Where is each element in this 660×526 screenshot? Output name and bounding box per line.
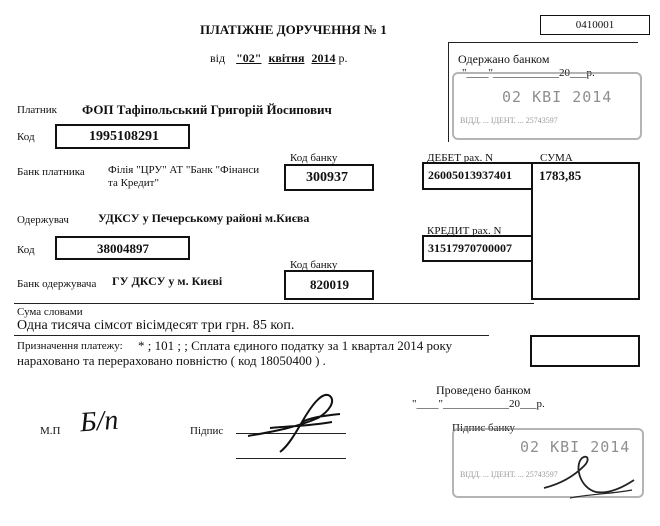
credit-label: КРЕДИТ рах. N — [427, 225, 502, 237]
mp-handwritten: Б/п — [78, 404, 120, 439]
date-prefix: від — [210, 51, 226, 65]
processed-label: Проведено банком — [436, 383, 531, 397]
processed-date: "____"____________20___р. — [412, 398, 545, 410]
stamp-text: ВІДД. ... ІДЕНТ. ... 25743597 — [460, 116, 558, 125]
recipient-label: Одержувач — [17, 214, 69, 226]
sum-label: СУМА — [540, 152, 573, 164]
bank-received-date: "____"____________20___р. — [462, 67, 595, 79]
sum-value: 1783,85 — [539, 168, 582, 183]
debit-account-box — [422, 162, 533, 190]
recipient-name: УДКСУ у Печерському районі м.Києва — [98, 211, 310, 225]
mp-label: М.П — [40, 425, 61, 437]
debit-label: ДЕБЕТ рах. N — [427, 152, 494, 164]
stamp-text: ВІДД. ... ІДЕНТ. ... 25743597 — [460, 470, 558, 479]
credit-account: 31517970700007 — [428, 241, 512, 255]
payer-bank-code-box — [284, 164, 374, 191]
stamp-date: 02 КВІ 2014 — [502, 88, 613, 106]
payer-code-label: Код — [17, 131, 35, 143]
payer-code: 1995108291 — [89, 129, 159, 144]
payer-bank-code-label: Код банку — [290, 152, 338, 164]
payer-bank-name-1: Філія "ЦРУ" АТ "Банк "Фінанси — [108, 164, 260, 176]
date-month: квітня — [268, 51, 305, 65]
date-day: "02" — [236, 51, 262, 65]
recipient-bank-code-label: Код банку — [290, 259, 338, 271]
sum-box — [531, 162, 640, 300]
signature-label: Підпис — [190, 425, 224, 437]
form-code-box — [540, 15, 650, 35]
document-date — [210, 51, 347, 66]
payer-bank-label: Банк платника — [17, 166, 85, 178]
bank-received-label: Одержано банком — [458, 52, 550, 66]
recipient-code: 38004897 — [97, 241, 149, 256]
purpose-label: Призначення платежу: — [17, 340, 123, 352]
recipient-bank-code: 820019 — [310, 277, 349, 292]
payer-code-box — [55, 124, 190, 149]
signature-icon — [240, 388, 350, 460]
empty-box-right — [530, 335, 640, 367]
recipient-code-box — [55, 236, 190, 260]
purpose-line-1: * ; 101 ; ; Сплата єдиного податку за 1 квартал 2014 року — [138, 338, 453, 353]
stamp-date: 02 КВІ 2014 — [520, 438, 631, 456]
recipient-bank-code-box — [284, 270, 374, 300]
bank-signature-icon — [540, 448, 640, 508]
credit-account-box — [422, 235, 533, 262]
payer-label: Платник — [17, 104, 57, 116]
debit-account: 26005013937401 — [428, 168, 512, 182]
purpose-line-2: нараховано та перераховано повністю ( код 18050400 ) . — [17, 353, 326, 368]
bank-signature-label: Підпис банку — [452, 422, 516, 434]
amount-words-label: Сума словами — [17, 306, 83, 318]
recipient-bank-name: ГУ ДКСУ у м. Києві — [112, 274, 223, 288]
payer-bank-name-2: та Кредит" — [108, 177, 159, 189]
bank-stamp-top — [452, 72, 642, 140]
date-year: 2014 — [311, 51, 336, 65]
amount-words: Одна тисяча сімсот вісімдесят три грн. 85 коп. — [17, 318, 295, 333]
document-title: ПЛАТІЖНЕ ДОРУЧЕННЯ № 1 — [200, 22, 387, 37]
payer-name: ФОП Тафіпольський Григорій Йосипович — [82, 102, 332, 117]
payer-bank-code: 300937 — [306, 170, 348, 185]
recipient-bank-label: Банк одержувача — [17, 278, 97, 290]
recipient-code-label: Код — [17, 244, 35, 256]
form-code: 0410001 — [575, 19, 615, 31]
date-suffix: р. — [338, 51, 348, 65]
